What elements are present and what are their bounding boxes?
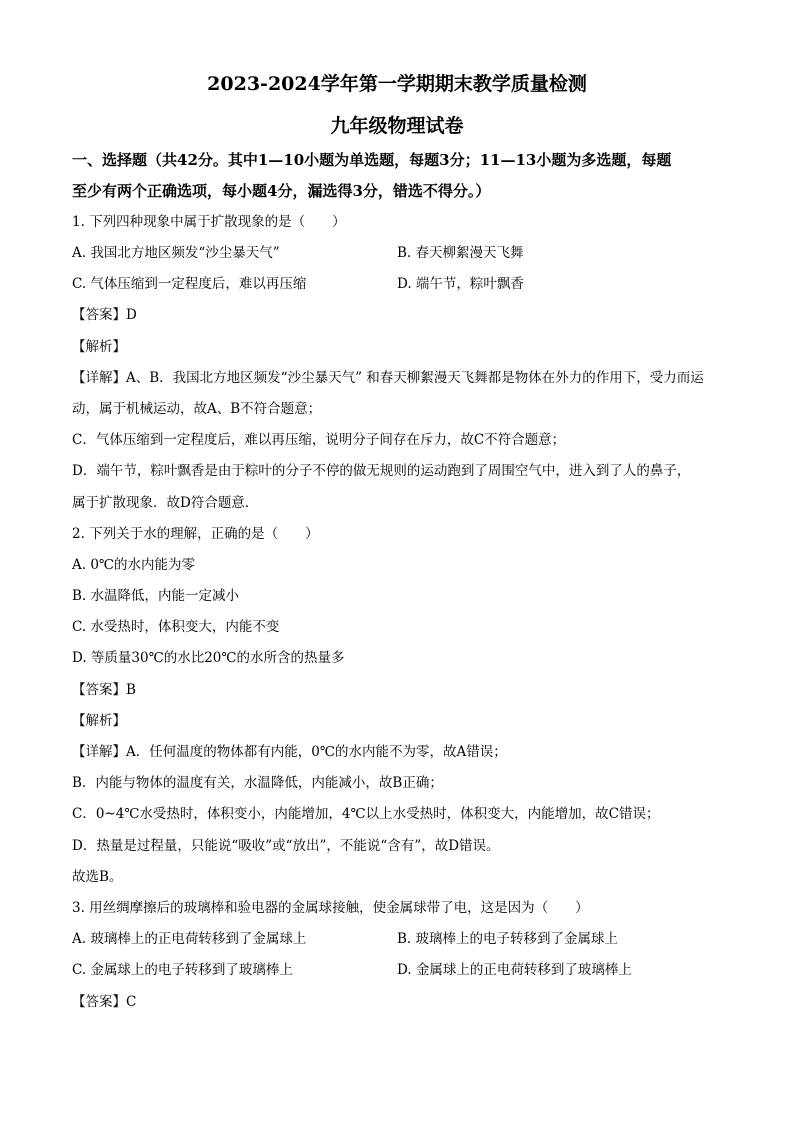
q2-detail-line3: C．0~4℃水受热时，体积变小，内能增加，4℃以上水受热时，体积变大，内能增加，故C错误；: [72, 806, 660, 822]
q2-answer: 【答案】B: [72, 682, 136, 698]
q1-option-d: D. 端午节，粽叶飘香: [397, 276, 524, 292]
q3-options-row2: [72, 960, 732, 980]
q2-stem: 2. 下列关于水的理解，正确的是（ ）: [72, 526, 319, 542]
q3-answer: 【答案】C: [72, 994, 137, 1010]
q2-analysis-label: 【解析】: [72, 713, 126, 729]
q2-detail-line1: 【详解】A．任何温度的物体都有内能，0℃的水内能不为零，故A错误；: [72, 744, 507, 760]
q3-option-a: A. 玻璃棒上的正电荷转移到了金属球上: [72, 931, 307, 947]
q1-analysis-label: 【解析】: [72, 339, 126, 355]
q1-option-b: B. 春天柳絮漫天飞舞: [397, 245, 524, 261]
section-instruction-line2: 至少有两个正确选项，每小题4分，漏选得3分，错选不得分。）: [72, 182, 491, 200]
q1-stem: 1. 下列四种现象中属于扩散现象的是（ ）: [72, 214, 346, 230]
q3-options-row1: [72, 929, 732, 949]
q1-detail-line1: 【详解】A、B．我国北方地区频发“沙尘暴天气” 和春天柳絮漫天飞舞都是物体在外力的作用下，受力而运: [72, 370, 704, 386]
q3-option-c: C. 金属球上的电子转移到了玻璃棒上: [72, 962, 293, 978]
exam-subtitle: 九年级物理试卷: [330, 115, 464, 137]
q1-detail-line5: 属于扩散现象．故D符合题意．: [72, 495, 259, 511]
q2-detail-line4: D．热量是过程量，只能说“吸收”或“放出”，不能说“含有”，故D错误。: [72, 838, 500, 854]
q3-option-d: D. 金属球上的正电荷转移到了玻璃棒上: [397, 962, 632, 978]
q2-option-b: B. 水温降低，内能一定减小: [72, 588, 240, 604]
q3-option-b: B. 玻璃棒上的电子转移到了金属球上: [397, 931, 619, 947]
q1-option-c: C. 气体压缩到一定程度后，难以再压缩: [72, 276, 307, 292]
q1-answer: 【答案】D: [72, 307, 137, 323]
q1-options-row2: [72, 274, 732, 294]
q1-options-row1: [72, 243, 732, 263]
exam-title: 2023-2024学年第一学期期末教学质量检测: [207, 73, 587, 95]
q2-option-a: A. 0℃的水内能为零: [72, 557, 196, 573]
q1-detail-line3: C．气体压缩到一定程度后，难以再压缩，说明分子间存在斥力，故C不符合题意；: [72, 432, 566, 448]
q3-stem: 3. 用丝绸摩擦后的玻璃棒和验电器的金属球接触，使金属球带了电，这是因为（ ）: [72, 900, 589, 916]
q2-conclusion: 故选B。: [72, 869, 123, 885]
q2-option-c: C. 水受热时，体积变大，内能不变: [72, 619, 280, 635]
q1-option-a: A. 我国北方地区频发“沙尘暴天气”: [72, 245, 280, 261]
q1-detail-line4: D．端午节，粽叶飘香是由于粽叶的分子不停的做无规则的运动跑到了周围空气中，进入到了人的鼻子，: [72, 463, 691, 479]
section-instruction-line1: 一、选择题（共42分。其中1—10小题为单选题，每题3分；11—13小题为多选题，每题: [72, 151, 672, 169]
q2-detail-line2: B．内能与物体的温度有关，水温降低，内能减小，故B正确；: [72, 775, 443, 791]
q2-option-d: D. 等质量30℃的水比20℃的水所含的热量多: [72, 650, 345, 666]
q1-detail-line2: 动，属于机械运动，故A、B不符合题意；: [72, 401, 322, 417]
